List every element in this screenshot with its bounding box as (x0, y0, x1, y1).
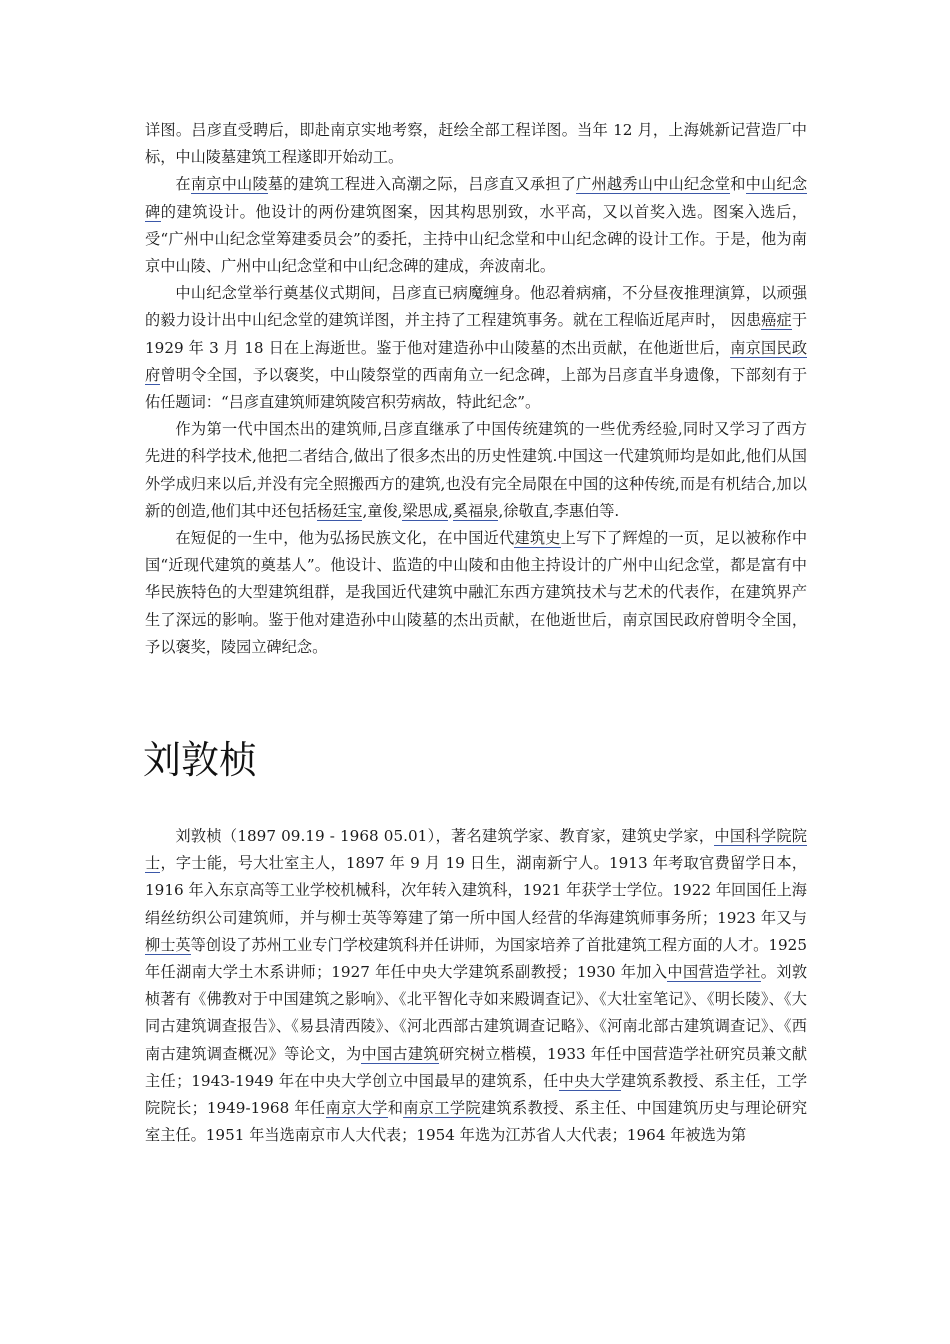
text-run: ,徐敬直,李惠伯等. (498, 501, 620, 520)
text-run: 建筑系教授、系主任，工学院院长；1949-1968 年任 (145, 1071, 808, 1118)
text-run: 于 1929 年 3 月 18 日在上海逝世。鉴于他对建造孙中山陵墓的杰出贡献，在他逝世后， (145, 311, 808, 357)
paragraph (145, 823, 807, 1149)
text-run: 刘敦桢（1897 09.19 - 1968 05.01），著名建筑学家、教育家，建筑史学家， (175, 827, 715, 845)
hyperlink[interactable]: 杨廷宝 (316, 501, 363, 520)
hyperlink[interactable]: 柳士英 (145, 935, 191, 954)
hyperlink[interactable]: 中山纪念碑 (145, 175, 808, 221)
text-run: ，字士能，号大壮室主人，1897 年 9 月 19 日生，湖南新宁人。1913 年考取官费留学日本，1916 年入东京高等工业学校机械科，次年转入建筑科，1921 年获学士学位。1922 年回国任上海绢丝纺织公司建筑师，并与柳士英等筹建了第一所中国人经营的华海建筑师事务所；1923 年又与 (145, 854, 807, 927)
hyperlink[interactable]: 南京大学 (325, 1099, 388, 1118)
hyperlink[interactable]: 建筑史 (514, 529, 561, 548)
hyperlink[interactable]: 南京国民政府 (145, 338, 808, 384)
paragraph (145, 117, 807, 171)
paragraph (145, 280, 807, 416)
text-run: 和 (730, 175, 746, 194)
section-title: 刘敦桢 (143, 738, 258, 782)
hyperlink[interactable]: 南京中山陵 (190, 175, 268, 194)
hyperlink[interactable]: 中国古建筑 (361, 1044, 439, 1063)
text-run: 中山纪念堂举行奠基仪式期间，吕彦直已病魔缠身。他忍着病痛，不分昼夜推理演算，以顽强的毅力设计出中山纪念堂的建筑详图，并主持了工程建筑事务。就在工程临近尾声时， 因患 (145, 284, 807, 330)
text-run: 墓的建筑工程进入高潮之际，吕彦直又承担了 (267, 175, 577, 194)
hyperlink[interactable]: 南京工学院 (403, 1099, 481, 1118)
text-run: 研究树立楷模，1933 年任中国营造学社研究员兼文献主任；1943-1949 年在中央大学创立中国最早的建筑系，任 (145, 1044, 808, 1090)
hyperlink[interactable]: 中国营造学社 (667, 963, 761, 982)
text-run: 上写下了辉煌的一页，足以被称作中国“近现代建筑的奠基人”。他设计、监造的中山陵和由他主持设计的广州中山纪念堂，都是富有中华民族特色的大型建筑组群，是我国近代建筑中融汇东西方建筑技术与艺术的代表作，在建筑界产生了深远的影响。鉴于他对建造孙中山陵墓的杰出贡献，在他逝世后，南京国民政府曾明令全国，予以褒奖，陵园立碑纪念。 (145, 529, 808, 656)
text-run: 详图。吕彦直受聘后，即赴南京实地考察，赶绘全部工程详图。当年 12 月，上海姚新记营造厂中标，中山陵墓建筑工程遂即开始动工。 (145, 121, 807, 167)
hyperlink[interactable]: 中国科学院院士 (145, 827, 807, 873)
paragraph (145, 416, 807, 525)
text-run: ,童俊, (362, 501, 403, 520)
text-run: 等创设了苏州工业专门学校建筑科并任讲师，为国家培养了首批建筑工程方面的人才。1925 年任湖南大学土木系讲师；1927 年任中央大学建筑系副教授；1930 年加入 (145, 935, 808, 982)
text-run: 建筑系教授、系主任、中国建筑历史与理论研究室主任。1951 年当选南京市人大代表；1954 年选为江苏省人大代表；1964 年被选为第 (145, 1099, 808, 1145)
section-liu-dunzhen (145, 823, 807, 1149)
text-run: , (448, 501, 453, 520)
hyperlink[interactable]: 梁思成 (402, 501, 449, 520)
text-run: 在短促的一生中，他为弘扬民族文化，在中国近代 (175, 529, 515, 548)
text-run: 在 (175, 175, 191, 194)
text-run: 。刘敦桢著有《佛教对于中国建筑之影响》、《北平智化寺如来殿调查记》、《大壮室笔记》、《明长陵》、《大同古建筑调查报告》、《易县清西陵》、《河北西部古建筑调查记略》、《河南北部古建筑调查记》、《西南古建筑调查概况》等论文，为 (145, 963, 808, 1063)
text-run: 作为第一代中国杰出的建筑师,吕彦直继承了中国传统建筑的一些优秀经验,同时又学习了西方先进的科学技术,他把二者结合,做出了很多杰出的历史性建筑.中国这一代建筑师均是如此,他们从国外学成归来以后,并没有完全照搬西方的建筑,也没有完全局限在中国的这种传统,而是有机结合,加以新的创造,他们其中还包括 (145, 420, 807, 520)
hyperlink[interactable]: 奚福泉 (452, 501, 499, 520)
text-run: 曾明令全国，予以褒奖，中山陵祭堂的西南角立一纪念碑，上部为吕彦直半身遗像，下部刻有于佑任题词：“吕彦直建筑师建筑陵宫积劳病故，特此纪念”。 (145, 365, 808, 412)
text-run: 和 (387, 1099, 404, 1118)
hyperlink[interactable]: 广州越秀山中山纪念堂 (576, 175, 731, 194)
paragraph (145, 525, 807, 661)
section-lu-yanzhi (145, 117, 807, 661)
hyperlink[interactable]: 中央大学 (558, 1071, 621, 1090)
text-run: 的建筑设计。他设计的两份建筑图案，因其构思别致，水平高，又以首奖入选。图案入选后，受“广州中山纪念堂筹建委员会”的委托，主持中山纪念堂和中山纪念碑的设计工作。于是，他为南京中山陵、广州中山纪念堂和中山纪念碑的建成，奔波南北。 (145, 202, 808, 276)
paragraph (145, 171, 807, 280)
hyperlink[interactable]: 癌症 (761, 311, 792, 330)
